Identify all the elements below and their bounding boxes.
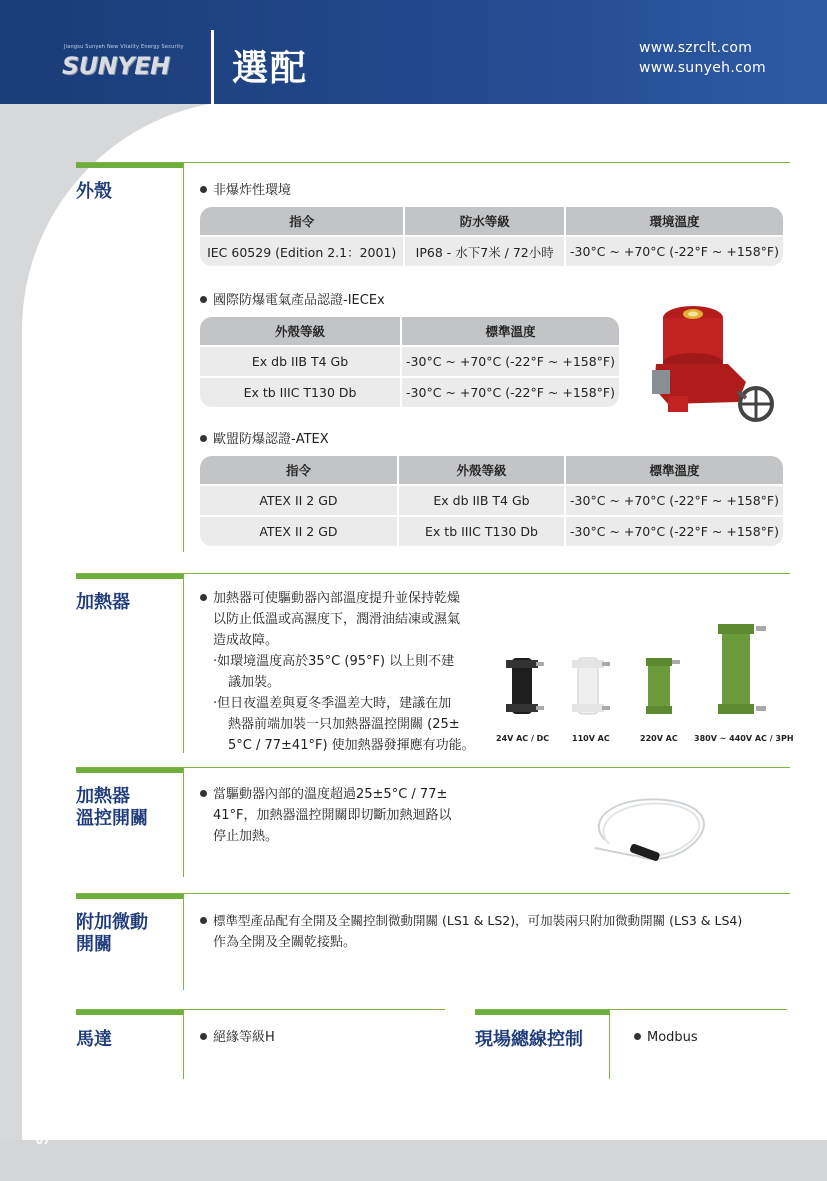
aux-switch-description — [200, 910, 800, 953]
text: 當驅動器內部的溫度超過25±5°C / 77± — [213, 787, 448, 802]
section-title-heater: 加熱器 — [76, 592, 130, 613]
heater-line — [200, 588, 490, 609]
thermostat-line: 停止加熱。 — [213, 829, 279, 844]
section-vline — [183, 893, 184, 990]
section-title-thermostat — [76, 786, 148, 830]
heater-380v-icon — [718, 624, 766, 714]
actuator-image — [638, 292, 780, 428]
heater-label-380v: 380V ~ 440V AC / 3PH — [694, 734, 794, 743]
bullet-dot — [200, 296, 207, 303]
section-title-motor: 馬達 — [76, 1029, 112, 1050]
table-header-row — [200, 456, 783, 484]
bullet-atex — [200, 430, 329, 450]
section-vline — [609, 1009, 610, 1079]
cell: ATEX II 2 GD — [200, 515, 399, 546]
aux-line — [200, 910, 800, 932]
page-header — [0, 0, 827, 104]
url-szrclt[interactable]: www.szrclt.com — [639, 40, 753, 56]
cell: Ex db IIB T4 Gb — [399, 484, 566, 515]
page-title: 選配 — [232, 48, 309, 89]
footer-band — [0, 1140, 827, 1181]
table-row — [200, 376, 619, 407]
heater-note: ‧但日夜溫差與夏冬季溫差大時，建議在加 — [213, 696, 452, 711]
bullet-non-explosive — [200, 181, 291, 201]
section-vline — [183, 162, 184, 552]
cell: ATEX II 2 GD — [200, 484, 399, 515]
brand-tagline: Jiangsu Sunyeh New Vitality Energy Security — [64, 44, 184, 50]
bullet-dot — [200, 435, 207, 442]
cell: IP68 - 水下7米 / 72小時 — [405, 235, 566, 266]
cell: -30°C ~ +70°C (-22°F ~ +158°F) — [566, 515, 783, 546]
bullet-motor — [200, 1028, 275, 1048]
th-directive: 指令 — [200, 207, 405, 235]
section-title-aux-switch — [76, 912, 148, 956]
th-standard-temp: 標準溫度 — [402, 317, 619, 345]
heading-atex: 歐盟防爆認證-ATEX — [213, 432, 329, 447]
table-atex — [200, 456, 783, 546]
cell: -30°C ~ +70°C (-22°F ~ +158°F) — [566, 235, 783, 266]
title-line: 加熱器 — [76, 786, 130, 807]
bullet-dot — [200, 1033, 207, 1040]
heater-line: 造成故障。 — [213, 633, 279, 648]
table-header-row — [200, 317, 619, 345]
heater-110v-icon — [572, 658, 610, 714]
title-line: 附加微動 — [76, 912, 148, 933]
heading-iecex: 國際防爆電氣產品認證-IECEx — [213, 293, 385, 308]
th-standard-temp: 標準溫度 — [566, 456, 783, 484]
title-line: 開關 — [76, 934, 112, 955]
cell: Ex db IIB T4 Gb — [200, 345, 402, 376]
motor-insulation: 絕緣等級H — [213, 1030, 275, 1045]
cell: -30°C ~ +70°C (-22°F ~ +158°F) — [402, 376, 619, 407]
heater-label-220v: 220V AC — [640, 734, 678, 743]
bullet-dot — [200, 790, 207, 797]
section-vline — [183, 767, 184, 877]
th-enclosure-grade: 外殼等級 — [200, 317, 402, 345]
text: 標準型產品配有全開及全關控制微動開關 (LS1 & LS2)，可加裝兩只附加微動開關 (LS3 & LS4) — [213, 913, 743, 928]
th-directive: 指令 — [200, 456, 399, 484]
thermostat-switch-image — [575, 790, 720, 885]
bullet-dot — [200, 917, 207, 924]
heater-label-24v: 24V AC / DC — [496, 734, 550, 743]
cell: Ex tb IIIC T130 Db — [200, 376, 402, 407]
section-title-fieldbus: 現場總線控制 — [475, 1029, 583, 1050]
heater-description — [200, 588, 490, 756]
table-iecex — [200, 317, 619, 407]
table-row — [200, 345, 619, 376]
text: 加熱器可使驅動器內部溫度提升並保持乾燥 — [213, 591, 461, 606]
bullet-dot — [200, 186, 207, 193]
thermostat-description — [200, 784, 490, 847]
heater-label-110v: 110V AC — [572, 734, 610, 743]
brand-logo: SUNYEH — [62, 52, 170, 80]
heater-note: 5°C / 77±41°F) 使加熱器發揮應有功能。 — [228, 738, 475, 753]
heater-note: 議加裝。 — [228, 675, 281, 690]
page-number: 07 — [36, 1136, 50, 1147]
th-ambient-temp: 環境溫度 — [566, 207, 783, 235]
table-row — [200, 484, 783, 515]
bullet-dot — [634, 1033, 641, 1040]
aux-line: 作為全開及全關乾接點。 — [213, 935, 357, 950]
heater-note: 熱器前端加裝一只加熱器溫控開關 (25± — [228, 717, 460, 732]
heater-line: 以防止低溫或高濕度下，潤滑油結凍或濕氣 — [213, 612, 461, 627]
section-rule — [76, 1009, 445, 1010]
thermostat-line — [200, 784, 490, 805]
table-row — [200, 235, 783, 266]
thermostat-line: 41°F，加熱器溫控開關即切斷加熱迴路以 — [213, 808, 452, 823]
bullet-dot — [200, 594, 207, 601]
url-sunyeh[interactable]: www.sunyeh.com — [639, 60, 766, 76]
cell: IEC 60529 (Edition 2.1：2001) — [200, 235, 405, 266]
section-title-enclosure: 外殼 — [76, 181, 112, 202]
cell: -30°C ~ +70°C (-22°F ~ +158°F) — [402, 345, 619, 376]
section-vline — [183, 1009, 184, 1079]
bullet-fieldbus — [634, 1028, 698, 1048]
heater-images — [500, 618, 795, 730]
header-urls — [639, 38, 766, 78]
table-non-explosive — [200, 207, 783, 266]
heading-non-explosive: 非爆炸性環境 — [213, 183, 292, 198]
heater-220v-icon — [646, 658, 680, 714]
heater-note: ‧如環境溫度高於35°C (95°F) 以上則不建 — [213, 654, 455, 669]
bullet-iecex — [200, 291, 385, 311]
section-vline — [183, 573, 184, 753]
section-rule — [475, 1009, 787, 1010]
cell: Ex tb IIIC T130 Db — [399, 515, 566, 546]
th-waterproof: 防水等級 — [405, 207, 566, 235]
fieldbus-protocol: Modbus — [647, 1030, 698, 1045]
header-divider — [211, 30, 214, 104]
cell: -30°C ~ +70°C (-22°F ~ +158°F) — [566, 484, 783, 515]
title-line: 溫控開關 — [76, 808, 148, 829]
th-enclosure-grade: 外殼等級 — [399, 456, 566, 484]
table-header-row — [200, 207, 783, 235]
heater-24v-icon — [506, 658, 544, 714]
table-row — [200, 515, 783, 546]
